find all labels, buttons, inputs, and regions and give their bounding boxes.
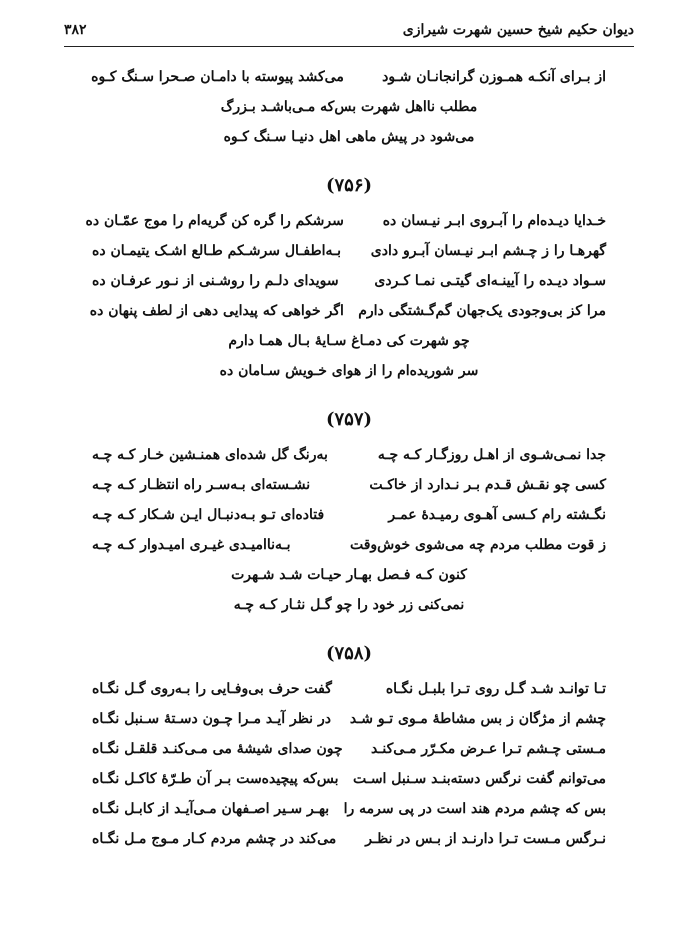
- poem-number: (۷۵۷): [325, 409, 373, 430]
- couplet: [92, 470, 606, 500]
- couplet: [92, 704, 606, 734]
- hemistich-right: از بـرای آنکـه همـوزن گرانجانـان شـود: [382, 69, 606, 85]
- hemistich-left: سویدای دلـم را روشـنی از نـور عرفـان ده: [92, 273, 339, 289]
- hemistich-right: خـدایا دیـده‌ام را آبـروی ابـر نیـسان ده: [382, 213, 606, 229]
- book-title: دیوان حکیم شیخ حسین شهرت شیرازی: [402, 22, 634, 38]
- hemistich-left: در نظر آیـد مـرا چـون دسـتهٔ سـنبل نگـاه: [92, 711, 331, 727]
- hemistich-left: بـه‌ناامیـدی غیـری امیـدوار کـه چـه: [92, 537, 291, 553]
- hemistich-right: بس که چشم مردم هند است در پی سرمه را: [343, 801, 606, 817]
- hemistich-left: نشـسته‌ای بـه‌سـر راه انتظـار کـه چـه: [92, 477, 311, 493]
- couplet: [92, 266, 606, 296]
- hemistich-left: بهـر سـیر اصـفهان مـی‌آیـد از کابـل نگـاه: [92, 801, 330, 817]
- couplet: [92, 500, 606, 530]
- hemistich-left: به‌رنگ گل شده‌ای همنـشین خـار کـه چـه: [92, 447, 328, 463]
- couplet: [85, 206, 606, 236]
- hemistich-right: مرا کز بی‌وجودی یک‌جهان گم‌گـشتگی دارم: [358, 303, 606, 319]
- hemistich-right: سـواد دیـده را آیینـه‌ای گیتـی نمـا کـردی: [374, 273, 606, 289]
- couplet: [92, 674, 606, 704]
- hemistich-right: مـستی چـشم تـرا عـرض مکـرّر مـی‌کنـد: [370, 741, 606, 757]
- running-header: [64, 18, 634, 47]
- hemistich-right: ز قوت مطلب مردم چه می‌شوی خوش‌وقت: [349, 537, 606, 553]
- hemistich-left: می‌کشد پیوسته با دامـان صـحرا سـنگ کـوه: [91, 69, 344, 85]
- couplet: [92, 794, 606, 824]
- couplet: [92, 824, 606, 854]
- hemistich-left: بس‌که پیچیده‌ست بـر آن طـرّهٔ کاکـل نگـاه: [92, 771, 339, 787]
- closing-hemistich: می‌شود در پیش ماهی اهل دنیـا سـنگ کـوه: [223, 129, 475, 145]
- page-number: ۳۸۲: [64, 22, 87, 38]
- hemistich-right: چشم از مژگان ز بس مشاطهٔ مـوی تـو شـد: [349, 711, 606, 727]
- hemistich-right: نـرگس مـست تـرا دارنـد از بـس در نظـر: [365, 831, 606, 847]
- couplet: [92, 440, 606, 470]
- couplet: [92, 734, 606, 764]
- hemistich-right: جدا نمـی‌شـوی از اهـل روزگـار کـه چـه: [377, 447, 606, 463]
- hemistich-left: بـه‌اطفـال سرشـکم طـالع اشـک یتیمـان ده: [92, 243, 341, 259]
- hemistich-right: گهرهـا را ز چـشم ابـر نیـسان آبـرو دادی: [370, 243, 606, 259]
- hemistich-right: می‌توانم گفت نرگس دسته‌بنـد سـنبل اسـت: [352, 771, 606, 787]
- closing-hemistich: مطلب نااهل شهرت بس‌که مـی‌باشـد بـزرگ: [220, 99, 478, 115]
- hemistich-left: سرشکم را گره کن گریه‌ام را موج عمّـان ده: [85, 213, 344, 229]
- hemistich-left: چون صدای شیشهٔ می مـی‌کنـد قلقـل نگـاه: [92, 741, 343, 757]
- poem-number: (۷۵۶): [325, 175, 373, 196]
- hemistich-right: تـا توانـد شـد گـل روی تـرا بلبـل نگـاه: [385, 681, 606, 697]
- hemistich-left: می‌کند در چشم مردم کـار مـوج مـل نگـاه: [92, 831, 337, 847]
- page-content: [85, 62, 606, 854]
- hemistich-left: فتاده‌ای تـو بـه‌دنبـال ایـن شـکار کـه چـه: [92, 507, 325, 523]
- couplet: [92, 62, 606, 92]
- hemistich-right: نگـشته رام کـسی آهـوی رمیـدهٔ عمـر: [388, 507, 606, 523]
- closing-hemistich: نمی‌کنی زر خود را چو گـل نثـار کـه چـه: [233, 597, 465, 613]
- couplet: [92, 530, 606, 560]
- couplet: [92, 236, 606, 266]
- couplet: [92, 764, 606, 794]
- poem-number: (۷۵۸): [325, 643, 373, 664]
- hemistich-right: کسی چو نقـش قـدم بـر نـدارد از خاکـت: [369, 477, 606, 493]
- closing-hemistich: چو شهرت کی دمـاغ سـایهٔ بـال همـا دارم: [228, 333, 470, 349]
- closing-hemistich: کنون کـه فـصل بهـار حیـات شـد شـهرت: [231, 567, 467, 583]
- hemistich-left: اگر خواهی که پیدایی دهی از لطف پنهان ده: [89, 303, 344, 319]
- hemistich-left: گفت حرف بی‌وفـایی را بـه‌روی گـل نگـاه: [92, 681, 332, 697]
- couplet: [89, 296, 606, 326]
- closing-hemistich: سر شوریده‌ام را از هوای خـویش سـامان ده: [219, 363, 479, 379]
